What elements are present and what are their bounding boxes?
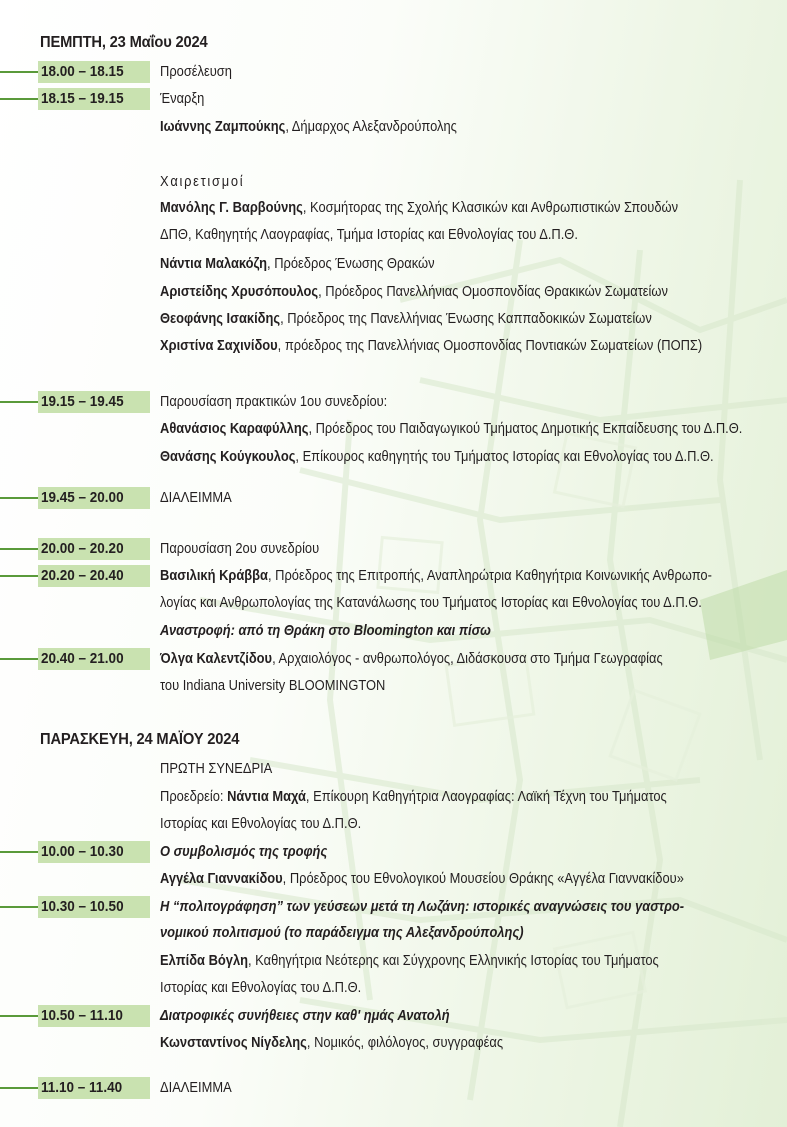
speaker-line <box>160 446 714 468</box>
speaker-line <box>160 308 652 330</box>
speaker-name: Βασιλική Κράββα <box>160 567 268 584</box>
presidium-line <box>160 786 667 808</box>
speaker-role: , πρόεδρος της Πανελλήνιας Ομοσπονδίας Ποντιακών Σωματείων (ΠΟΠΣ) <box>277 337 703 354</box>
speaker-name: Νάντια Μαχά <box>227 788 306 805</box>
break-label: ΔΙΑΛΕΙΜΜΑ <box>160 489 232 506</box>
slot-text: Παρουσίαση 2ου συνεδρίου <box>160 540 320 557</box>
timeline-marker <box>0 851 38 853</box>
speaker-line <box>160 648 663 670</box>
timeline-marker <box>0 548 38 550</box>
speaker-role: , Νομικός, φιλόλογος, συγγραφέας <box>306 1034 504 1051</box>
timeline-marker <box>0 98 38 100</box>
time-label: 20.20 – 20.40 <box>38 565 150 587</box>
timeline-marker <box>0 906 38 908</box>
time-label: 19.15 – 19.45 <box>38 391 150 413</box>
speaker-name: Μανόλης Γ. Βαρβούνης <box>160 199 303 216</box>
speaker-name: Αριστείδης Χρυσόπουλος <box>160 283 319 300</box>
speaker-role-continued: Ιστορίας και Εθνολογίας του Δ.Π.Θ. <box>160 815 362 832</box>
speaker-line <box>160 1032 503 1054</box>
time-label: 10.00 – 10.30 <box>38 841 150 863</box>
talk-title: Αναστροφή: από τη Θράκη στο Bloomington και πίσω <box>160 622 491 639</box>
talk-title: Η “πολιτογράφηση” των γεύσεων μετά τη Λωζάνη: ιστορικές αναγνώσεις του γαστρο- <box>160 898 685 915</box>
time-slot <box>0 1077 787 1099</box>
speaker-line <box>160 950 659 972</box>
speaker-role: , Καθηγήτρια Νεότερης και Σύγχρονης Ελληνικής Ιστορίας του Τμήματος <box>248 952 659 969</box>
break-label: ΔΙΑΛΕΙΜΜΑ <box>160 1079 232 1096</box>
speaker-role: , Πρόεδρος Ένωσης Θρακών <box>267 255 435 272</box>
speaker-role-continued: του Indiana University BLOOMINGTON <box>160 677 386 694</box>
speaker-role: , Πρόεδρος Πανελλήνιας Ομοσπονδίας Θρακικών Σωματείων <box>318 283 668 300</box>
time-slot <box>0 391 787 413</box>
speaker-role: , Πρόεδρος του Παιδαγωγικού Τμήματος Δημοτικής Εκπαίδευσης του Δ.Π.Θ. <box>308 420 743 437</box>
speaker-line <box>160 116 457 138</box>
time-label: 19.45 – 20.00 <box>38 487 150 509</box>
speaker-role-continued: ΔΠΘ, Καθηγητής Λαογραφίας, Τμήμα Ιστορίας και Εθνολογίας του Δ.Π.Θ. <box>160 226 578 243</box>
day-title-thursday: ΠΕΜΠΤΗ, 23 Μαΐου 2024 <box>40 34 208 51</box>
timeline-marker <box>0 497 38 499</box>
talk-title: Διατροφικές συνήθειες στην καθ' ημάς Ανατολή <box>160 1007 450 1024</box>
time-label: 11.10 – 11.40 <box>38 1077 150 1099</box>
time-label: 18.15 – 19.15 <box>38 88 150 110</box>
timeline-marker <box>0 1015 38 1017</box>
speaker-role-continued: λογίας και Ανθρωπολογίας της Κατανάλωσης του Τμήματος Ιστορίας και Εθνολογίας του Δ.Π.Θ. <box>160 594 702 611</box>
speaker-line <box>160 253 435 275</box>
talk-title: Ο συμβολισμός της τροφής <box>160 843 328 860</box>
talk-title-continued: νομικού πολιτισμού (το παράδειγμα της Αλεξανδρούπολης) <box>160 924 524 941</box>
timeline-marker <box>0 401 38 403</box>
speaker-name: Όλγα Καλεντζίδου <box>160 650 273 667</box>
speaker-name: Χριστίνα Σαχινίδου <box>160 337 278 354</box>
time-label: 20.40 – 21.00 <box>38 648 150 670</box>
speaker-name: Κωνσταντίνος Νίγδελης <box>160 1034 307 1051</box>
session-label: ΠΡΩΤΗ ΣΥΝΕΔΡΙΑ <box>160 760 273 777</box>
time-label: 18.00 – 18.15 <box>38 61 150 83</box>
time-label: 10.30 – 10.50 <box>38 896 150 918</box>
speaker-role: , Επίκουρος καθηγητής του Τμήματος Ιστορίας και Εθνολογίας του Δ.Π.Θ. <box>295 448 714 465</box>
timeline-marker <box>0 658 38 660</box>
speaker-name: Θεοφάνης Ισακίδης <box>160 310 281 327</box>
speaker-name: Ιωάννης Ζαμπούκης <box>160 118 286 135</box>
speaker-role: , Πρόεδρος της Επιτροπής, Αναπληρώτρια Καθηγήτρια Κοινωνικής Ανθρωπο- <box>267 567 712 584</box>
speaker-role: , Δήμαρχος Αλεξανδρούπολης <box>285 118 457 135</box>
timeline-marker <box>0 1087 38 1089</box>
time-slot <box>0 487 787 509</box>
speaker-line <box>160 197 678 219</box>
time-label: 10.50 – 11.10 <box>38 1005 150 1027</box>
speaker-role: , Αρχαιολόγος - ανθρωπολόγος, Διδάσκουσα στο Τμήμα Γεωγραφίας <box>272 650 663 667</box>
speaker-line <box>160 281 668 303</box>
speaker-name: Ελπίδα Βόγλη <box>160 952 249 969</box>
time-label: 20.00 – 20.20 <box>38 538 150 560</box>
speaker-name: Θανάσης Κούγκουλος <box>160 448 296 465</box>
speaker-name: Αθανάσιος Καραφύλλης <box>160 420 309 437</box>
day-title-friday: ΠΑΡΑΣΚΕΥΗ, 24 ΜΑΪΟΥ 2024 <box>40 731 240 748</box>
speaker-line <box>160 418 742 440</box>
speaker-role-continued: Ιστορίας και Εθνολογίας του Δ.Π.Θ. <box>160 979 362 996</box>
speaker-name: Αγγέλα Γιαννακίδου <box>160 870 283 887</box>
speaker-line <box>160 868 684 890</box>
speaker-role: , Κοσμήτορας της Σχολής Κλασικών και Ανθρωπιστικών Σπουδών <box>302 199 679 216</box>
speaker-role: , Πρόεδρος της Πανελλήνιας Ένωσης Καππαδοκικών Σωματείων <box>280 310 652 327</box>
speaker-role: , Επίκουρη Καθηγήτρια Λαογραφίας: Λαϊκή Τέχνη του Τμήματος <box>305 788 667 805</box>
slot-text: Παρουσίαση πρακτικών 1ου συνεδρίου: <box>160 393 388 410</box>
time-slot <box>0 841 787 863</box>
speaker-name: Νάντια Μαλακόζη <box>160 255 268 272</box>
time-slot <box>0 88 787 110</box>
time-slot <box>0 61 787 83</box>
speaker-line <box>160 565 712 587</box>
speaker-line <box>160 335 702 357</box>
greetings-label: Χαιρετισμοί <box>160 173 245 190</box>
timeline-marker <box>0 71 38 73</box>
speaker-role: , Πρόεδρος του Εθνολογικού Μουσείου Θράκης «Αγγέλα Γιαννακίδου» <box>282 870 684 887</box>
timeline-marker <box>0 575 38 577</box>
slot-text: Έναρξη <box>160 90 205 107</box>
time-slot <box>0 538 787 560</box>
presidium-label: Προεδρείο: <box>160 788 228 805</box>
slot-text: Προσέλευση <box>160 63 232 80</box>
